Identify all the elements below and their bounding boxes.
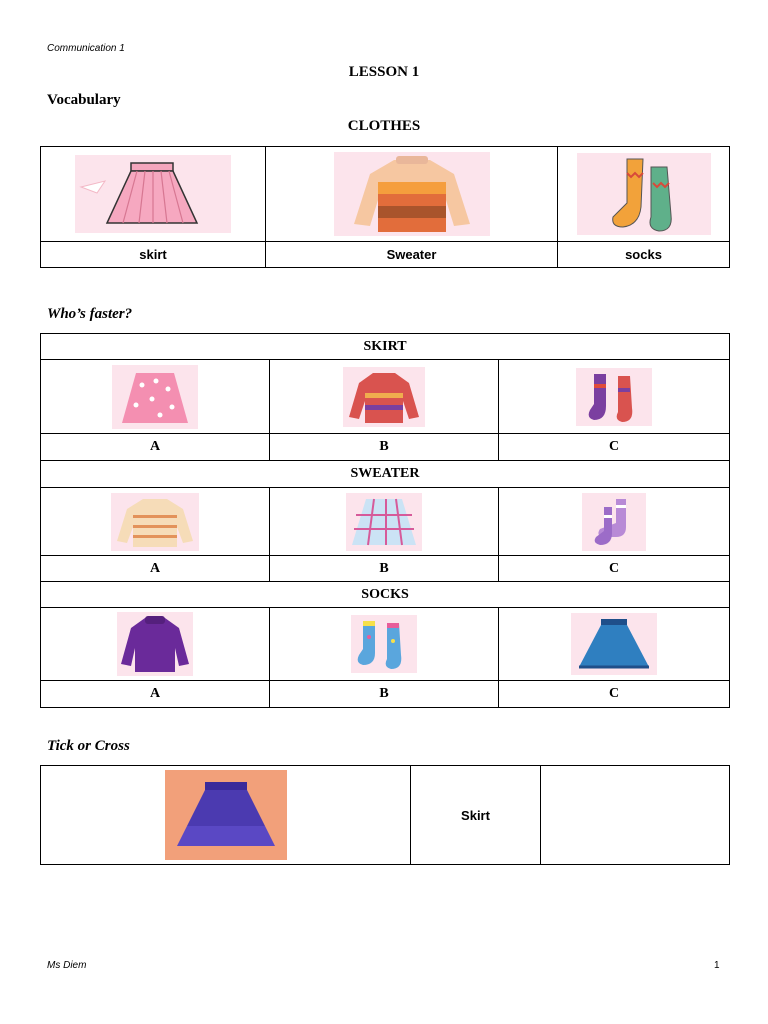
quiz-option-image[interactable] xyxy=(41,608,270,681)
quiz-option-label: B xyxy=(270,434,499,461)
footer-author: Ms Diem xyxy=(47,960,87,971)
quiz-word-sweater: SWEATER xyxy=(41,461,730,488)
quiz-option-label: B xyxy=(270,681,499,708)
red-sweater-icon xyxy=(343,367,425,427)
purple-sweater-icon xyxy=(117,612,193,676)
tick-answer-cell[interactable] xyxy=(541,766,730,865)
vocab-label: socks xyxy=(558,242,730,268)
running-header: Communication 1 xyxy=(47,43,125,54)
quiz-option-image[interactable] xyxy=(499,360,730,434)
quiz-option-image[interactable] xyxy=(41,360,270,434)
quiz-option-label: B xyxy=(270,556,499,582)
vocabulary-heading: Vocabulary xyxy=(47,92,121,108)
vocab-image-cell xyxy=(558,147,730,242)
vocab-image-cell xyxy=(266,147,558,242)
zigzag-socks-icon xyxy=(577,153,711,235)
plaid-skirt-icon xyxy=(346,493,422,551)
vocab-image-cell xyxy=(41,147,266,242)
quiz-heading: Who’s faster? xyxy=(47,306,133,322)
tick-table xyxy=(40,765,730,865)
quiz-option-label: C xyxy=(499,556,730,582)
blue-dotted-socks-icon xyxy=(351,615,417,673)
quiz-option-image[interactable] xyxy=(41,488,270,556)
quiz-option-label: A xyxy=(41,681,270,708)
quiz-option-label: C xyxy=(499,681,730,708)
pink-skirt-icon xyxy=(75,155,231,233)
striped-sweater-icon xyxy=(334,152,490,236)
quiz-option-label: A xyxy=(41,434,270,461)
vocabulary-table xyxy=(40,146,730,268)
purple-socks-icon xyxy=(576,368,652,426)
quiz-option-label: A xyxy=(41,556,270,582)
tick-word: Skirt xyxy=(411,766,541,865)
tick-image-cell xyxy=(41,766,411,865)
quiz-option-label: C xyxy=(499,434,730,461)
quiz-option-image[interactable] xyxy=(270,360,499,434)
quiz-option-image[interactable] xyxy=(270,608,499,681)
blue-skirt-icon xyxy=(571,613,657,675)
quiz-option-image[interactable] xyxy=(270,488,499,556)
vocab-label: skirt xyxy=(41,242,266,268)
page-number: 1 xyxy=(714,960,720,971)
polka-dot-skirt-icon xyxy=(112,365,198,429)
quiz-option-image[interactable] xyxy=(499,488,730,556)
topic-heading: CLOTHES xyxy=(347,118,421,134)
quiz-word-skirt: SKIRT xyxy=(41,334,730,360)
quiz-option-image[interactable] xyxy=(499,608,730,681)
striped-socks-icon xyxy=(582,493,646,551)
lesson-title: LESSON 1 xyxy=(348,64,420,80)
quiz-table xyxy=(40,333,730,708)
tick-heading: Tick or Cross xyxy=(47,738,130,754)
purple-skirt-icon xyxy=(165,770,287,860)
cream-sweater-icon xyxy=(111,493,199,551)
vocab-label: Sweater xyxy=(266,242,558,268)
quiz-word-socks: SOCKS xyxy=(41,582,730,608)
